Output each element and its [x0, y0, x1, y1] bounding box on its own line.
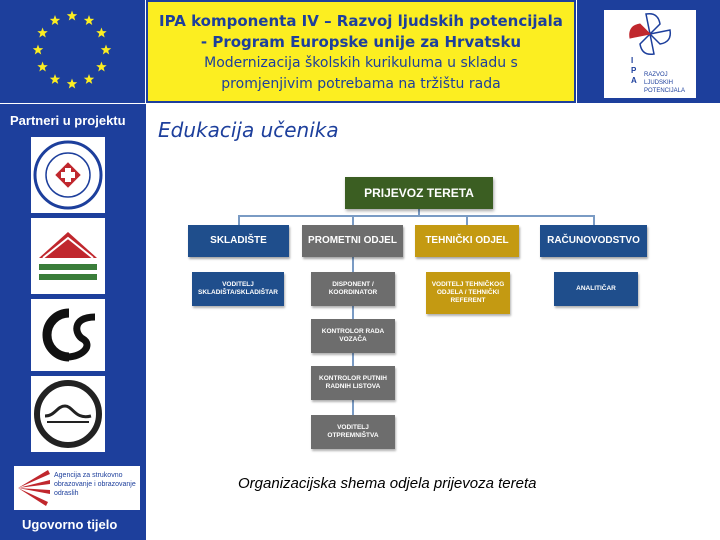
- eu-star-icon: [33, 45, 43, 55]
- ipa-letter-i: I: [631, 56, 634, 65]
- ipa-line-2: LJUDSKIH: [644, 80, 674, 86]
- eu-star-icon: [101, 45, 111, 55]
- dept-skladiste: SKLADIŠTE: [188, 225, 289, 257]
- pinwheel-icon: [604, 10, 696, 56]
- eu-star-icon: [84, 74, 94, 84]
- eu-star-icon: [96, 28, 106, 38]
- connector-skladiste: [238, 215, 240, 225]
- connector-racunovodstvo: [593, 215, 595, 225]
- wave-circle-icon: [31, 376, 105, 452]
- sub-voditelj-otpremnistva: VODITELJ OTPREMNIŠTVA: [311, 415, 395, 449]
- eu-star-icon: [37, 62, 47, 72]
- diagram-caption: Organizacijska shema odjela prijevoza tereta: [238, 475, 537, 492]
- connector-tehnicki: [466, 215, 468, 225]
- agency-text: Agencija za strukovno obrazovanje i obrazovanje odraslih: [54, 472, 136, 497]
- connector-horizontal: [238, 215, 594, 217]
- striped-house-icon: [31, 218, 105, 294]
- ipa-line-3: POTENCIJALA: [644, 88, 686, 94]
- partners-title: Partneri u projektu: [10, 113, 126, 128]
- eu-star-icon: [50, 74, 60, 84]
- eu-star-icon: [96, 62, 106, 72]
- partner-logo-wave: [31, 376, 105, 452]
- cs-monogram-icon: [31, 299, 105, 371]
- header-title-line1: IPA komponenta IV – Razvoj ljudskih potencijala: [159, 12, 563, 30]
- eu-star-icon: [67, 79, 77, 89]
- eu-star-icon: [84, 15, 94, 25]
- contracting-body-title: Ugovorno tijelo: [22, 517, 118, 532]
- partner-logo-cs: [31, 299, 105, 371]
- sub-analiticar: ANALITIČAR: [554, 272, 638, 306]
- header-title-box: [146, 0, 576, 103]
- school-seal-icon: [31, 137, 105, 213]
- connector-prometni: [352, 215, 354, 225]
- eu-flag-logo: [0, 0, 145, 103]
- ipa-line-1: RAZVOJ: [644, 72, 668, 78]
- ipa-letter-p: P: [631, 66, 637, 75]
- eu-star-icon: [50, 15, 60, 25]
- partner-logo-school: [31, 137, 105, 213]
- sub-voditelj-tehnickog-odjela: VODITELJ TEHNIČKOG ODJELA / TEHNIČKI REFERENT: [426, 272, 510, 314]
- header-title-line4: promjenjivim potrebama na tržištu rada: [221, 76, 501, 92]
- agency-rays-icon: [14, 466, 54, 510]
- sub-kontrolor-putnih-listova: KONTROLOR PUTNIH RADNIH LISTOVA: [311, 366, 395, 400]
- page-title: Edukacija učenika: [158, 118, 339, 142]
- dept-racunovodstvo: RAČUNOVODSTVO: [540, 225, 647, 257]
- eu-star-icon: [37, 28, 47, 38]
- sub-kontrolor-rada-vozaca: KONTROLOR RADA VOZAČA: [311, 319, 395, 353]
- eu-stars-icon: [0, 0, 145, 103]
- dept-prometni-odjel: PROMETNI ODJEL: [302, 225, 403, 257]
- org-root-node: PRIJEVOZ TERETA: [345, 177, 493, 209]
- sub-voditelj-skladista: VODITELJ SKLADIŠTA/SKLADIŠTAR: [192, 272, 284, 306]
- sub-disponent: DISPONENT / KOORDINATOR: [311, 272, 395, 306]
- dept-tehnicki-odjel: TEHNIČKI ODJEL: [415, 225, 519, 257]
- partner-logo-stripes: [31, 218, 105, 294]
- ipa-logo: [604, 10, 696, 98]
- header-title-line2: - Program Europske unije za Hrvatsku: [200, 33, 522, 51]
- eu-star-icon: [67, 11, 77, 21]
- header-title-line3: Modernizacija školskih kurikuluma u skladu s: [204, 55, 518, 71]
- ipa-letter-a: A: [631, 76, 637, 85]
